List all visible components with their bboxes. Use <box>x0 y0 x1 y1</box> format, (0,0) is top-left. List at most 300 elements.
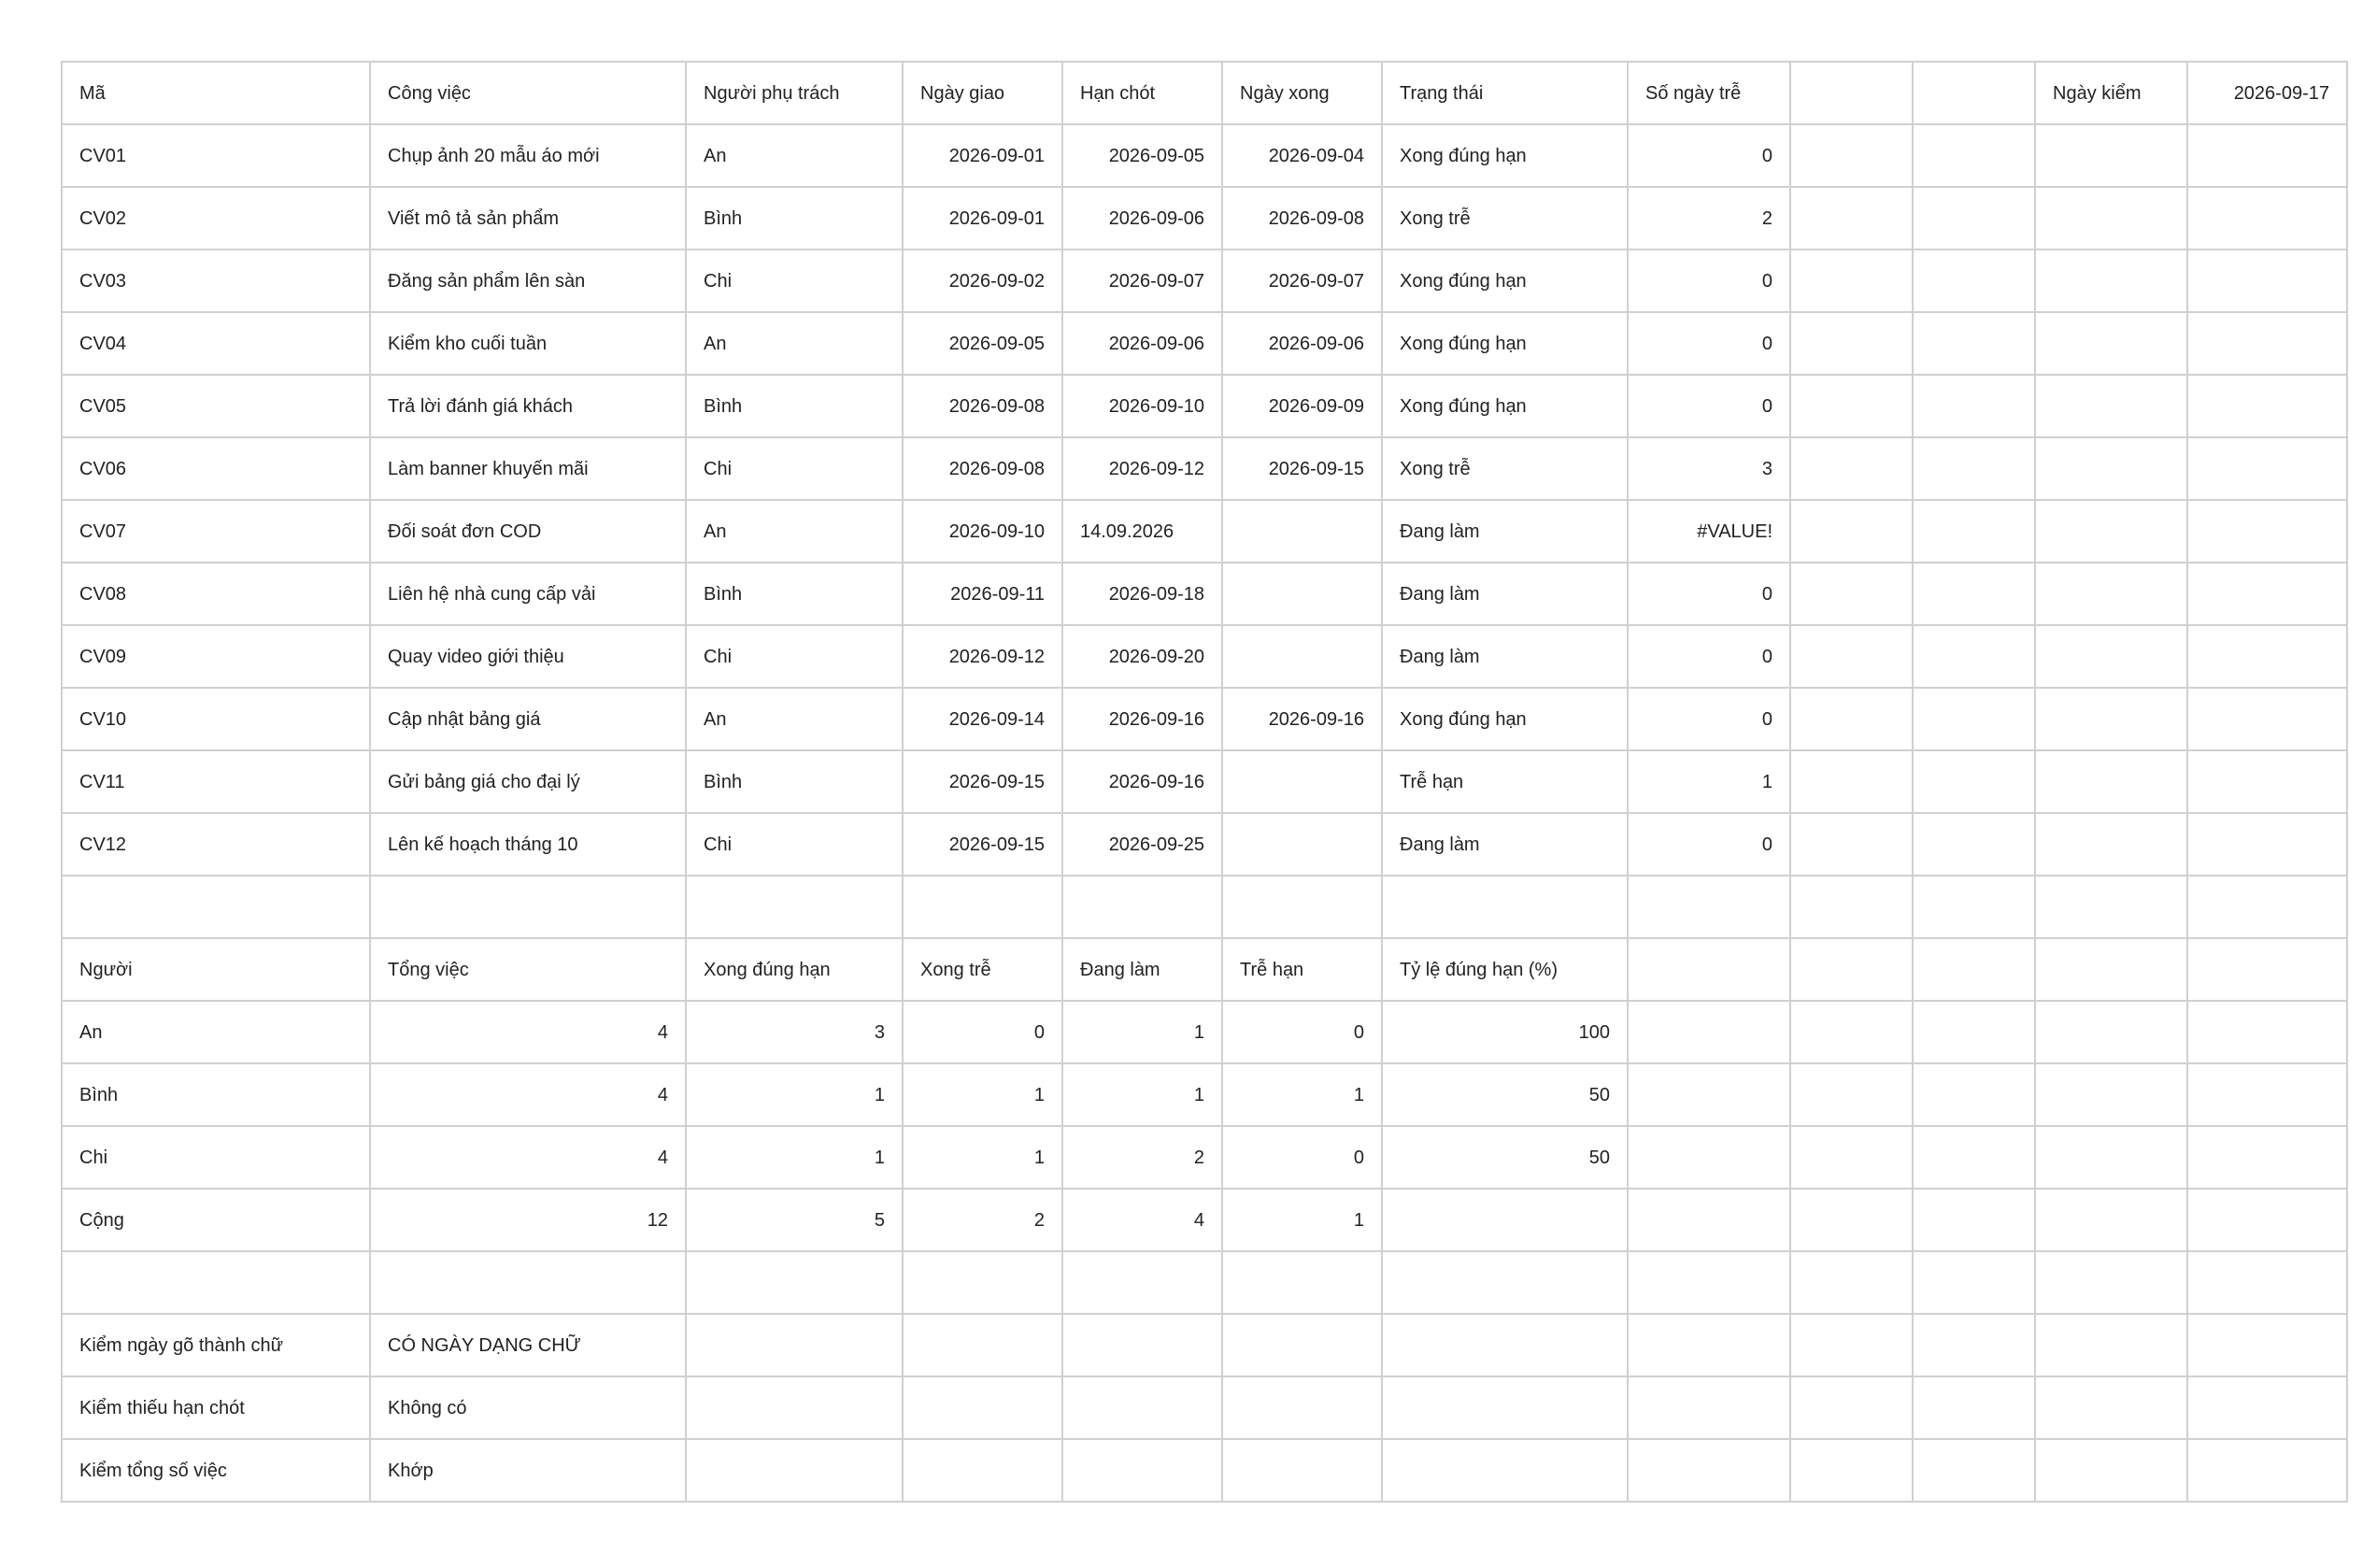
task-name-cell[interactable]: Gửi bảng giá cho đại lý <box>370 750 686 813</box>
empty-cell[interactable] <box>2187 688 2347 750</box>
empty-cell[interactable] <box>2187 1251 2347 1314</box>
empty-cell[interactable] <box>903 1439 1062 1502</box>
empty-cell[interactable] <box>1382 1376 1628 1439</box>
empty-cell[interactable] <box>2187 813 2347 876</box>
summary-overdue-cell[interactable]: 0 <box>1222 1126 1382 1189</box>
empty-cell[interactable] <box>1913 375 2035 437</box>
blank-row <box>62 876 2347 938</box>
task-name-cell[interactable]: Trả lời đánh giá khách <box>370 375 686 437</box>
task-assigned-date-cell[interactable]: 2026-09-08 <box>903 375 1062 437</box>
summary-in-progress-cell[interactable]: 1 <box>1062 1001 1222 1063</box>
task-days-late-cell[interactable]: 3 <box>1628 437 1790 500</box>
empty-cell[interactable] <box>2187 1376 2347 1439</box>
empty-cell[interactable] <box>2035 500 2187 563</box>
empty-cell[interactable] <box>2035 938 2187 1001</box>
task-owner-cell[interactable]: Bình <box>686 187 903 249</box>
summary-overdue-cell[interactable]: 0 <box>1222 1001 1382 1063</box>
empty-cell[interactable] <box>2187 625 2347 688</box>
task-owner-cell[interactable]: Bình <box>686 750 903 813</box>
empty-cell[interactable] <box>903 1251 1062 1314</box>
empty-cell[interactable] <box>1628 938 1790 1001</box>
empty-cell[interactable] <box>1382 1251 1628 1314</box>
summary-in-progress-cell[interactable]: 4 <box>1062 1189 1222 1251</box>
empty-cell[interactable] <box>2187 1314 2347 1376</box>
empty-cell[interactable] <box>1628 1376 1790 1439</box>
summary-done-late-cell[interactable]: 0 <box>903 1001 1062 1063</box>
task-deadline-cell[interactable]: 2026-09-16 <box>1062 750 1222 813</box>
header-nguoi-phu-trach[interactable]: Người phụ trách <box>686 62 903 124</box>
task-id-cell[interactable]: CV01 <box>62 124 370 187</box>
blank-row <box>62 1251 2347 1314</box>
task-id-cell[interactable]: CV06 <box>62 437 370 500</box>
empty-cell[interactable] <box>1382 1314 1628 1376</box>
empty-cell[interactable] <box>1062 876 1222 938</box>
summary-total-tasks-cell[interactable]: 4 <box>370 1063 686 1126</box>
summary-total-tasks-cell[interactable]: 4 <box>370 1001 686 1063</box>
task-name-cell[interactable]: Liên hệ nhà cung cấp vải <box>370 563 686 625</box>
task-row <box>62 688 2347 750</box>
task-done-date-cell[interactable]: 2026-09-08 <box>1222 187 1382 249</box>
empty-cell[interactable] <box>686 1251 903 1314</box>
empty-cell[interactable] <box>2035 688 2187 750</box>
task-status-cell[interactable]: Xong đúng hạn <box>1382 249 1628 312</box>
check-row <box>62 1376 2347 1439</box>
empty-cell[interactable] <box>1790 813 1913 876</box>
empty-cell[interactable] <box>1913 1439 2035 1502</box>
task-deadline-cell[interactable]: 2026-09-18 <box>1062 563 1222 625</box>
summary-header-tre-han[interactable]: Trễ hạn <box>1222 938 1382 1001</box>
empty-cell[interactable] <box>686 1376 903 1439</box>
task-days-late-cell[interactable]: 0 <box>1628 312 1790 375</box>
check-label-cell[interactable]: Kiểm thiếu hạn chót <box>62 1376 370 1439</box>
empty-cell[interactable] <box>1790 187 1913 249</box>
summary-header-ty-le[interactable]: Tỷ lệ đúng hạn (%) <box>1382 938 1628 1001</box>
task-assigned-date-cell[interactable]: 2026-09-11 <box>903 563 1062 625</box>
summary-header-xong-tre[interactable]: Xong trễ <box>903 938 1062 1001</box>
header-so-ngay-tre[interactable]: Số ngày trễ <box>1628 62 1790 124</box>
empty-cell[interactable] <box>2035 876 2187 938</box>
empty-cell[interactable] <box>1790 1063 1913 1126</box>
task-deadline-cell[interactable]: 2026-09-20 <box>1062 625 1222 688</box>
check-row <box>62 1439 2347 1502</box>
ngay-kiem-value[interactable]: 2026-09-17 <box>2187 62 2347 124</box>
task-row <box>62 124 2347 187</box>
task-done-date-cell[interactable]: 2026-09-07 <box>1222 249 1382 312</box>
empty-cell[interactable] <box>2035 1376 2187 1439</box>
empty-cell[interactable] <box>2035 375 2187 437</box>
empty-cell[interactable] <box>686 1439 903 1502</box>
task-days-late-cell[interactable]: 0 <box>1628 563 1790 625</box>
summary-overdue-cell[interactable]: 1 <box>1222 1189 1382 1251</box>
task-id-cell[interactable]: CV07 <box>62 500 370 563</box>
task-done-date-cell[interactable] <box>1222 500 1382 563</box>
empty-cell[interactable] <box>1790 312 1913 375</box>
empty-cell[interactable] <box>2035 1314 2187 1376</box>
empty-cell[interactable] <box>1913 938 2035 1001</box>
task-row <box>62 437 2347 500</box>
empty-cell[interactable] <box>1790 1439 1913 1502</box>
empty-cell[interactable] <box>2187 1126 2347 1189</box>
task-days-late-cell[interactable]: 0 <box>1628 249 1790 312</box>
task-owner-cell[interactable]: Bình <box>686 375 903 437</box>
empty-cell[interactable] <box>2035 437 2187 500</box>
summary-rate-cell[interactable]: 50 <box>1382 1126 1628 1189</box>
empty-cell[interactable] <box>2035 1063 2187 1126</box>
task-id-cell[interactable]: CV11 <box>62 750 370 813</box>
summary-total-tasks-cell[interactable]: 12 <box>370 1189 686 1251</box>
empty-cell[interactable] <box>2187 750 2347 813</box>
empty-cell[interactable] <box>2035 750 2187 813</box>
task-status-cell[interactable]: Xong đúng hạn <box>1382 688 1628 750</box>
empty-cell[interactable] <box>1790 375 1913 437</box>
task-deadline-cell[interactable]: 2026-09-05 <box>1062 124 1222 187</box>
empty-cell[interactable] <box>1790 1376 1913 1439</box>
task-deadline-cell[interactable]: 2026-09-25 <box>1062 813 1222 876</box>
task-assigned-date-cell[interactable]: 2026-09-12 <box>903 625 1062 688</box>
summary-rate-cell[interactable] <box>1382 1189 1628 1251</box>
task-status-cell[interactable]: Xong trễ <box>1382 187 1628 249</box>
empty-cell[interactable] <box>2035 124 2187 187</box>
summary-rate-cell[interactable]: 50 <box>1382 1063 1628 1126</box>
task-owner-cell[interactable]: Chi <box>686 249 903 312</box>
task-status-cell[interactable]: Xong đúng hạn <box>1382 124 1628 187</box>
summary-done-late-cell[interactable]: 2 <box>903 1189 1062 1251</box>
check-row <box>62 1314 2347 1376</box>
summary-person-cell[interactable]: An <box>62 1001 370 1063</box>
task-done-date-cell[interactable]: 2026-09-06 <box>1222 312 1382 375</box>
task-days-late-cell[interactable]: 0 <box>1628 625 1790 688</box>
task-name-cell[interactable]: Quay video giới thiệu <box>370 625 686 688</box>
task-deadline-cell[interactable]: 2026-09-06 <box>1062 187 1222 249</box>
task-row <box>62 563 2347 625</box>
task-done-date-cell[interactable]: 2026-09-04 <box>1222 124 1382 187</box>
empty-cell[interactable] <box>1790 876 1913 938</box>
empty-cell[interactable] <box>1628 1439 1790 1502</box>
empty-cell[interactable] <box>2035 1439 2187 1502</box>
empty-cell[interactable] <box>1062 1251 1222 1314</box>
empty-cell[interactable] <box>1628 1126 1790 1189</box>
empty-cell[interactable] <box>2187 312 2347 375</box>
empty-cell[interactable] <box>1913 750 2035 813</box>
task-id-cell[interactable]: CV10 <box>62 688 370 750</box>
empty-cell[interactable] <box>1222 1376 1382 1439</box>
check-value-cell[interactable]: Không có <box>370 1376 686 1439</box>
empty-cell[interactable] <box>1790 124 1913 187</box>
task-deadline-cell[interactable]: 14.09.2026 <box>1062 500 1222 563</box>
summary-in-progress-cell[interactable]: 2 <box>1062 1126 1222 1189</box>
header-trang-thai[interactable]: Trạng thái <box>1382 62 1628 124</box>
task-deadline-cell[interactable]: 2026-09-16 <box>1062 688 1222 750</box>
empty-cell[interactable] <box>1222 876 1382 938</box>
task-done-date-cell[interactable] <box>1222 625 1382 688</box>
summary-header-tong-viec[interactable]: Tổng việc <box>370 938 686 1001</box>
empty-cell[interactable] <box>1913 1376 2035 1439</box>
empty-cell[interactable] <box>1790 249 1913 312</box>
check-value-cell[interactable]: CÓ NGÀY DẠNG CHỮ <box>370 1314 686 1376</box>
summary-rate-cell[interactable]: 100 <box>1382 1001 1628 1063</box>
task-row <box>62 187 2347 249</box>
task-id-cell[interactable]: CV04 <box>62 312 370 375</box>
summary-header-dang-lam[interactable]: Đang làm <box>1062 938 1222 1001</box>
empty-cell[interactable] <box>2035 625 2187 688</box>
empty-cell[interactable] <box>1628 1314 1790 1376</box>
empty-cell[interactable] <box>62 876 370 938</box>
task-owner-cell[interactable]: An <box>686 500 903 563</box>
summary-total-tasks-cell[interactable]: 4 <box>370 1126 686 1189</box>
task-name-cell[interactable]: Cập nhật bảng giá <box>370 688 686 750</box>
task-id-cell[interactable]: CV12 <box>62 813 370 876</box>
task-row <box>62 500 2347 563</box>
empty-cell[interactable] <box>2187 187 2347 249</box>
task-assigned-date-cell[interactable]: 2026-09-01 <box>903 124 1062 187</box>
empty-cell[interactable] <box>2187 249 2347 312</box>
task-id-cell[interactable]: CV08 <box>62 563 370 625</box>
task-owner-cell[interactable]: Chi <box>686 813 903 876</box>
empty-cell[interactable] <box>1382 1439 1628 1502</box>
empty-cell[interactable] <box>1790 750 1913 813</box>
empty-cell[interactable] <box>1790 62 1913 124</box>
task-deadline-cell[interactable]: 2026-09-07 <box>1062 249 1222 312</box>
empty-cell[interactable] <box>1913 625 2035 688</box>
empty-cell[interactable] <box>1628 1063 1790 1126</box>
task-days-late-cell[interactable]: #VALUE! <box>1628 500 1790 563</box>
task-done-date-cell[interactable]: 2026-09-15 <box>1222 437 1382 500</box>
empty-cell[interactable] <box>1790 1189 1913 1251</box>
task-status-cell[interactable]: Đang làm <box>1382 563 1628 625</box>
task-done-date-cell[interactable]: 2026-09-16 <box>1222 688 1382 750</box>
empty-cell[interactable] <box>1913 688 2035 750</box>
summary-row <box>62 1001 2347 1063</box>
summary-person-cell[interactable]: Bình <box>62 1063 370 1126</box>
empty-cell[interactable] <box>2187 375 2347 437</box>
task-days-late-cell[interactable]: 0 <box>1628 124 1790 187</box>
empty-cell[interactable] <box>1913 1189 2035 1251</box>
empty-cell[interactable] <box>2035 1251 2187 1314</box>
empty-cell[interactable] <box>2187 437 2347 500</box>
task-done-date-cell[interactable]: 2026-09-09 <box>1222 375 1382 437</box>
spreadsheet-grid <box>61 61 2348 1503</box>
task-status-cell[interactable]: Đang làm <box>1382 813 1628 876</box>
header-ma[interactable]: Mã <box>62 62 370 124</box>
task-days-late-cell[interactable]: 0 <box>1628 813 1790 876</box>
header-ngay-xong[interactable]: Ngày xong <box>1222 62 1382 124</box>
task-name-cell[interactable]: Chụp ảnh 20 mẫu áo mới <box>370 124 686 187</box>
empty-cell[interactable] <box>903 1376 1062 1439</box>
empty-cell[interactable] <box>1913 563 2035 625</box>
summary-done-late-cell[interactable]: 1 <box>903 1126 1062 1189</box>
task-days-late-cell[interactable]: 0 <box>1628 375 1790 437</box>
empty-cell[interactable] <box>1628 876 1790 938</box>
task-assigned-date-cell[interactable]: 2026-09-08 <box>903 437 1062 500</box>
empty-cell[interactable] <box>1628 1001 1790 1063</box>
empty-cell[interactable] <box>2187 563 2347 625</box>
task-id-cell[interactable]: CV03 <box>62 249 370 312</box>
summary-done-late-cell[interactable]: 1 <box>903 1063 1062 1126</box>
task-owner-cell[interactable]: Chi <box>686 625 903 688</box>
summary-person-cell[interactable]: Chi <box>62 1126 370 1189</box>
empty-cell[interactable] <box>2035 563 2187 625</box>
task-assigned-date-cell[interactable]: 2026-09-05 <box>903 312 1062 375</box>
task-days-late-cell[interactable]: 1 <box>1628 750 1790 813</box>
empty-cell[interactable] <box>1790 1126 1913 1189</box>
header-ngay-giao[interactable]: Ngày giao <box>903 62 1062 124</box>
task-status-cell[interactable]: Xong đúng hạn <box>1382 375 1628 437</box>
task-assigned-date-cell[interactable]: 2026-09-15 <box>903 750 1062 813</box>
empty-cell[interactable] <box>1222 1439 1382 1502</box>
empty-cell[interactable] <box>1913 124 2035 187</box>
empty-cell[interactable] <box>2035 187 2187 249</box>
empty-cell[interactable] <box>903 876 1062 938</box>
empty-cell[interactable] <box>2035 1001 2187 1063</box>
empty-cell[interactable] <box>1913 62 2035 124</box>
empty-cell[interactable] <box>1913 1001 2035 1063</box>
summary-row <box>62 1063 2347 1126</box>
empty-cell[interactable] <box>1790 563 1913 625</box>
empty-cell[interactable] <box>1062 1314 1222 1376</box>
empty-cell[interactable] <box>370 1251 686 1314</box>
sheet-body <box>62 62 2347 1502</box>
summary-header-nguoi[interactable]: Người <box>62 938 370 1001</box>
task-done-date-cell[interactable] <box>1222 750 1382 813</box>
task-id-cell[interactable]: CV09 <box>62 625 370 688</box>
empty-cell[interactable] <box>2035 249 2187 312</box>
check-value-cell[interactable]: Khớp <box>370 1439 686 1502</box>
summary-on-time-cell[interactable]: 1 <box>686 1126 903 1189</box>
empty-cell[interactable] <box>370 876 686 938</box>
header-row <box>62 62 2347 124</box>
task-assigned-date-cell[interactable]: 2026-09-15 <box>903 813 1062 876</box>
task-assigned-date-cell[interactable]: 2026-09-14 <box>903 688 1062 750</box>
task-owner-cell[interactable]: An <box>686 688 903 750</box>
summary-header-row <box>62 938 2347 1001</box>
empty-cell[interactable] <box>1790 1314 1913 1376</box>
task-status-cell[interactable]: Đang làm <box>1382 500 1628 563</box>
empty-cell[interactable] <box>686 1314 903 1376</box>
empty-cell[interactable] <box>1790 1001 1913 1063</box>
empty-cell[interactable] <box>1628 1189 1790 1251</box>
task-name-cell[interactable]: Đăng sản phẩm lên sàn <box>370 249 686 312</box>
task-status-cell[interactable]: Xong trễ <box>1382 437 1628 500</box>
header-cong-viec[interactable]: Công việc <box>370 62 686 124</box>
empty-cell[interactable] <box>2187 124 2347 187</box>
empty-cell[interactable] <box>1913 1251 2035 1314</box>
task-name-cell[interactable]: Làm banner khuyến mãi <box>370 437 686 500</box>
empty-cell[interactable] <box>2187 938 2347 1001</box>
task-owner-cell[interactable]: An <box>686 124 903 187</box>
summary-on-time-cell[interactable]: 5 <box>686 1189 903 1251</box>
ngay-kiem-label[interactable]: Ngày kiểm <box>2035 62 2187 124</box>
task-id-cell[interactable]: CV05 <box>62 375 370 437</box>
empty-cell[interactable] <box>1790 1251 1913 1314</box>
empty-cell[interactable] <box>2187 500 2347 563</box>
empty-cell[interactable] <box>1913 1126 2035 1189</box>
empty-cell[interactable] <box>1913 312 2035 375</box>
summary-on-time-cell[interactable]: 1 <box>686 1063 903 1126</box>
empty-cell[interactable] <box>1913 437 2035 500</box>
empty-cell[interactable] <box>1790 437 1913 500</box>
task-deadline-cell[interactable]: 2026-09-10 <box>1062 375 1222 437</box>
task-owner-cell[interactable]: Chi <box>686 437 903 500</box>
empty-cell[interactable] <box>2187 1001 2347 1063</box>
summary-person-cell[interactable]: Cộng <box>62 1189 370 1251</box>
empty-cell[interactable] <box>1913 1314 2035 1376</box>
task-row <box>62 750 2347 813</box>
summary-on-time-cell[interactable]: 3 <box>686 1001 903 1063</box>
empty-cell[interactable] <box>1222 1314 1382 1376</box>
task-done-date-cell[interactable] <box>1222 813 1382 876</box>
empty-cell[interactable] <box>1382 876 1628 938</box>
task-days-late-cell[interactable]: 2 <box>1628 187 1790 249</box>
empty-cell[interactable] <box>1913 876 2035 938</box>
task-id-cell[interactable]: CV02 <box>62 187 370 249</box>
empty-cell[interactable] <box>2187 876 2347 938</box>
task-owner-cell[interactable]: Bình <box>686 563 903 625</box>
empty-cell[interactable] <box>1222 1251 1382 1314</box>
empty-cell[interactable] <box>1913 249 2035 312</box>
task-row <box>62 813 2347 876</box>
task-days-late-cell[interactable]: 0 <box>1628 688 1790 750</box>
summary-overdue-cell[interactable]: 1 <box>1222 1063 1382 1126</box>
task-name-cell[interactable]: Đối soát đơn COD <box>370 500 686 563</box>
task-assigned-date-cell[interactable]: 2026-09-02 <box>903 249 1062 312</box>
task-deadline-cell[interactable]: 2026-09-12 <box>1062 437 1222 500</box>
check-label-cell[interactable]: Kiểm tổng số việc <box>62 1439 370 1502</box>
empty-cell[interactable] <box>903 1314 1062 1376</box>
empty-cell[interactable] <box>2187 1063 2347 1126</box>
empty-cell[interactable] <box>1913 187 2035 249</box>
empty-cell[interactable] <box>1913 813 2035 876</box>
task-row <box>62 625 2347 688</box>
check-label-cell[interactable]: Kiểm ngày gõ thành chữ <box>62 1314 370 1376</box>
summary-total-row <box>62 1189 2347 1251</box>
empty-cell[interactable] <box>62 1251 370 1314</box>
empty-cell[interactable] <box>1913 500 2035 563</box>
empty-cell[interactable] <box>1913 1063 2035 1126</box>
empty-cell[interactable] <box>1790 625 1913 688</box>
task-assigned-date-cell[interactable]: 2026-09-01 <box>903 187 1062 249</box>
empty-cell[interactable] <box>1790 500 1913 563</box>
task-assigned-date-cell[interactable]: 2026-09-10 <box>903 500 1062 563</box>
empty-cell[interactable] <box>2035 312 2187 375</box>
empty-cell[interactable] <box>2035 813 2187 876</box>
task-name-cell[interactable]: Kiểm kho cuối tuần <box>370 312 686 375</box>
task-status-cell[interactable]: Đang làm <box>1382 625 1628 688</box>
task-row <box>62 375 2347 437</box>
summary-row <box>62 1126 2347 1189</box>
empty-cell[interactable] <box>2187 1439 2347 1502</box>
task-deadline-cell[interactable]: 2026-09-06 <box>1062 312 1222 375</box>
header-han-chot[interactable]: Hạn chót <box>1062 62 1222 124</box>
empty-cell[interactable] <box>2035 1189 2187 1251</box>
empty-cell[interactable] <box>2187 1189 2347 1251</box>
empty-cell[interactable] <box>1062 1439 1222 1502</box>
task-status-cell[interactable]: Trễ hạn <box>1382 750 1628 813</box>
empty-cell[interactable] <box>1790 938 1913 1001</box>
task-name-cell[interactable]: Lên kế hoạch tháng 10 <box>370 813 686 876</box>
task-owner-cell[interactable]: An <box>686 312 903 375</box>
task-row <box>62 249 2347 312</box>
empty-cell[interactable] <box>1790 688 1913 750</box>
summary-header-xong-dung-han[interactable]: Xong đúng hạn <box>686 938 903 1001</box>
task-status-cell[interactable]: Xong đúng hạn <box>1382 312 1628 375</box>
empty-cell[interactable] <box>1628 1251 1790 1314</box>
empty-cell[interactable] <box>1062 1376 1222 1439</box>
summary-in-progress-cell[interactable]: 1 <box>1062 1063 1222 1126</box>
task-name-cell[interactable]: Viết mô tả sản phẩm <box>370 187 686 249</box>
task-done-date-cell[interactable] <box>1222 563 1382 625</box>
empty-cell[interactable] <box>2035 1126 2187 1189</box>
empty-cell[interactable] <box>686 876 903 938</box>
